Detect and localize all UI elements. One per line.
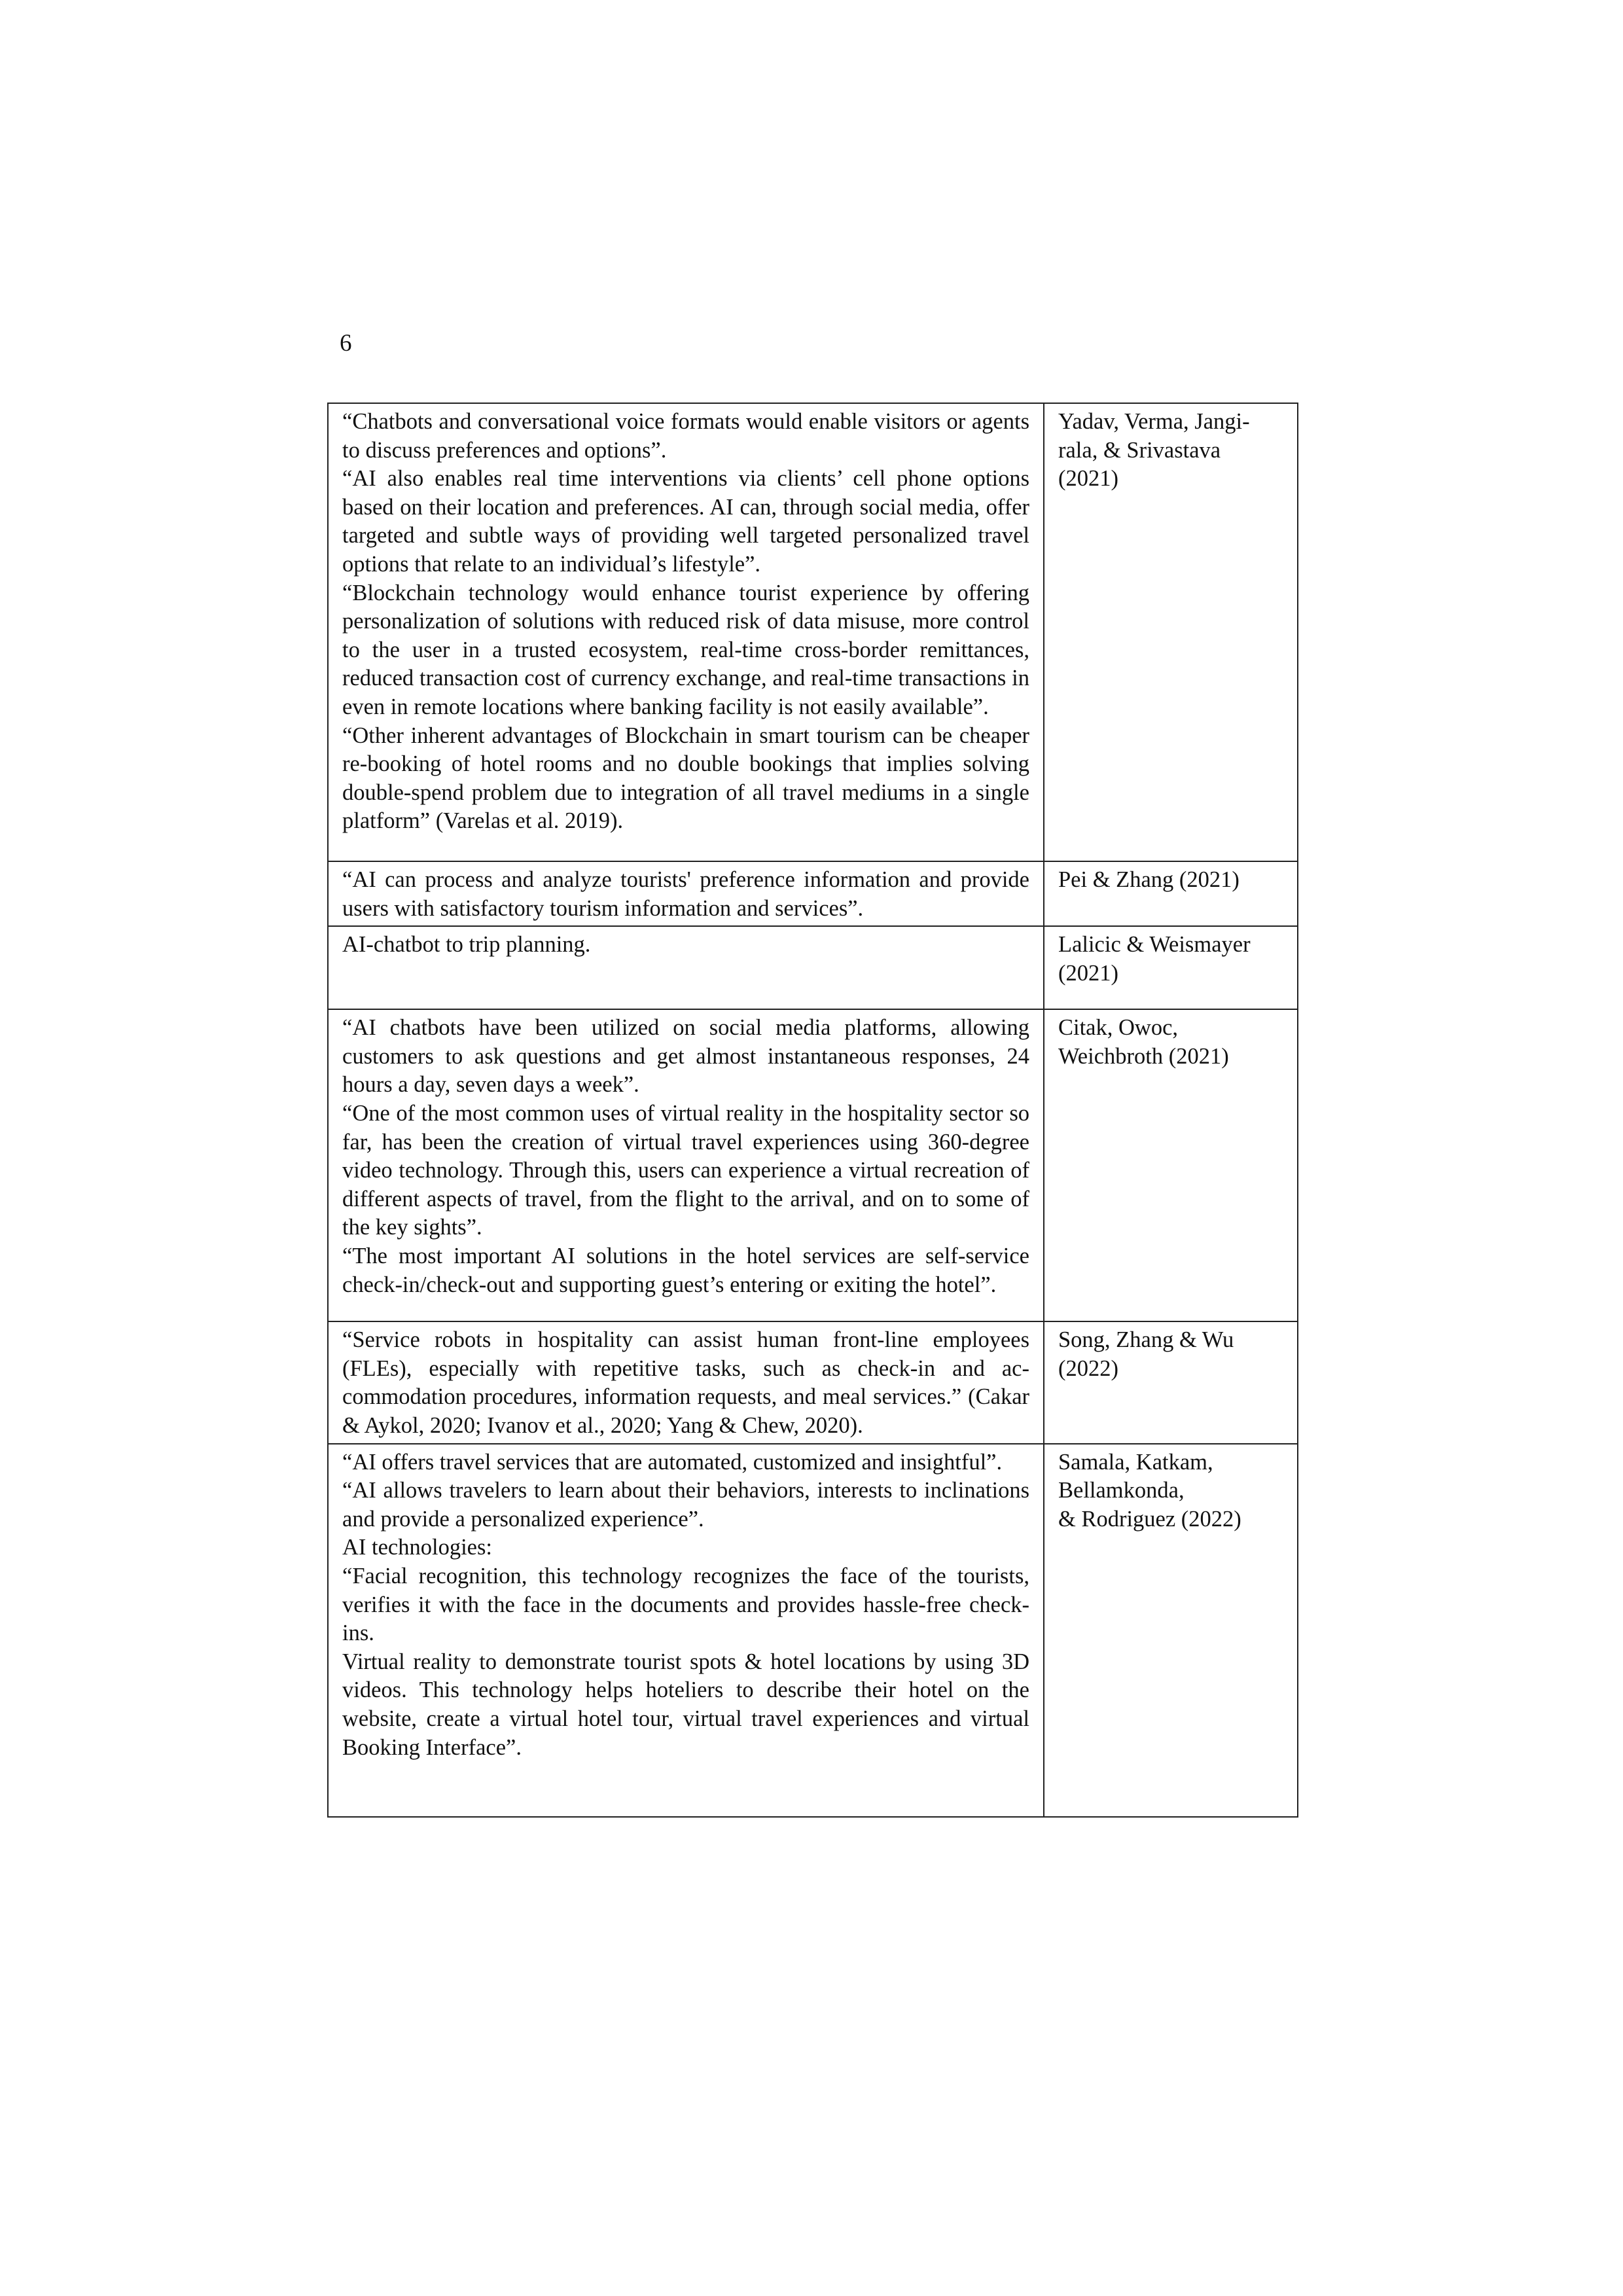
reference-line: Song, Zhang & Wu [1058,1327,1234,1353]
table-cell-reference [1044,1444,1298,1817]
table-row [328,1444,1298,1817]
finding-paragraph: “Facial recognition, this technology recognizes the face of the tourists, verifies it with the face in the documents and provides hassle-free check-ins. [342,1563,1029,1646]
table-cell-findings [328,403,1044,861]
reference-line: (2021) [1058,960,1118,986]
table-cell-reference [1044,861,1298,926]
table-cell-findings [328,861,1044,926]
table-cell-findings [328,1444,1044,1817]
finding-paragraph: AI-chatbot to trip planning. [342,932,591,958]
table-row [328,1321,1298,1443]
reference-line: (2022) [1058,1355,1118,1381]
finding-paragraph: “The most important AI solutions in the hotel services are self-service check-in/check-out and supporting guest’s entering or exiting the hotel”. [342,1243,1029,1297]
finding-paragraph: “AI also enables real time interventions via clients’ cell phone options based on their location and preferences. AI can, through social media, offer targeted and subtle ways of providing well targeted personalized travel options that relate to an individual’s lifestyle”. [342,466,1029,577]
finding-paragraph: “Other inherent advantages of Blockchain in smart tourism can be cheaper re-booking of hotel rooms and no double bookings that implies solving double-spend problem due to integration of all travel mediums in a single platform” (Varelas et al. 2019). [342,723,1029,834]
table-row [328,403,1298,861]
finding-paragraph: “Chatbots and conversational voice formats would enable visitors or agents to discuss preferences and options”. [342,409,1029,463]
finding-paragraph: “Service robots in hospitality can assist human front-line employees (FLEs), especially with repetitive tasks, such as check-in and accommodation procedures, information requests, and meal services.” (Cakar & Aykol, 2020; Ivanov et al., 2020; Yang & Chew, 2020). [342,1327,1029,1438]
table-cell-findings [328,926,1044,1009]
literature-table [327,403,1298,1818]
finding-paragraph: “AI offers travel services that are automated, customized and insightful”. [342,1449,1003,1475]
table-row [328,926,1298,1009]
reference-line: Pei & Zhang (2021) [1058,867,1240,892]
table-row [328,1009,1298,1321]
reference-line: Weichbroth (2021) [1058,1043,1229,1069]
finding-paragraph: AI technologies: [342,1535,492,1560]
reference-line: (2021) [1058,466,1118,492]
table-cell-findings [328,1009,1044,1321]
table-cell-findings [328,1321,1044,1443]
finding-paragraph: “One of the most common uses of virtual reality in the hospitality sector so far, has been the creation of virtual travel experiences using 360-degree video technology. Through this, users can experience a virtual recreation of different aspects of travel, from the flight to the arrival, and on to some of the key sights”. [342,1100,1029,1240]
finding-paragraph: “AI chatbots have been utilized on social media platforms, allowing customers to ask questions and get almost instantaneous responses, 24 hours a day, seven days a week”. [342,1015,1029,1098]
table-cell-reference [1044,1321,1298,1443]
reference-line: & Rodriguez (2022) [1058,1506,1241,1532]
reference-line: rala, & Srivastava [1058,437,1221,463]
page-number: 6 [340,330,352,357]
table-cell-reference [1044,1009,1298,1321]
table-row [328,861,1298,926]
finding-paragraph: “AI can process and analyze tourists' preference information and provide users with satisfactory tourism information and services”. [342,867,1029,921]
reference-line: Yadav, Verma, Jangi- [1058,409,1250,434]
table-cell-reference [1044,403,1298,861]
finding-paragraph: “AI allows travelers to learn about their behaviors, interests to inclinations and provide a personalized experience”. [342,1478,1029,1532]
reference-line: Lalicic & Weismayer [1058,932,1251,958]
reference-line: Samala, Katkam, [1058,1449,1213,1475]
reference-line: Citak, Owoc, [1058,1015,1179,1041]
finding-paragraph: “Blockchain technology would enhance tourist experience by offering personalization of solutions with reduced risk of data misuse, more control to the user in a trusted ecosystem, real-time cross-border remittances, reduced transaction cost of currency exchange, and real-time transactions in even in remote locations where banking facility is not easily available”. [342,580,1029,719]
reference-line: Bellamkonda, [1058,1478,1185,1503]
finding-paragraph: Virtual reality to demonstrate tourist spots & hotel locations by using 3D videos. This technology helps hoteliers to describe their hotel on the website, create a virtual hotel tour, virtual travel experiences and virtual Booking Interface”. [342,1649,1029,1760]
table-cell-reference [1044,926,1298,1009]
